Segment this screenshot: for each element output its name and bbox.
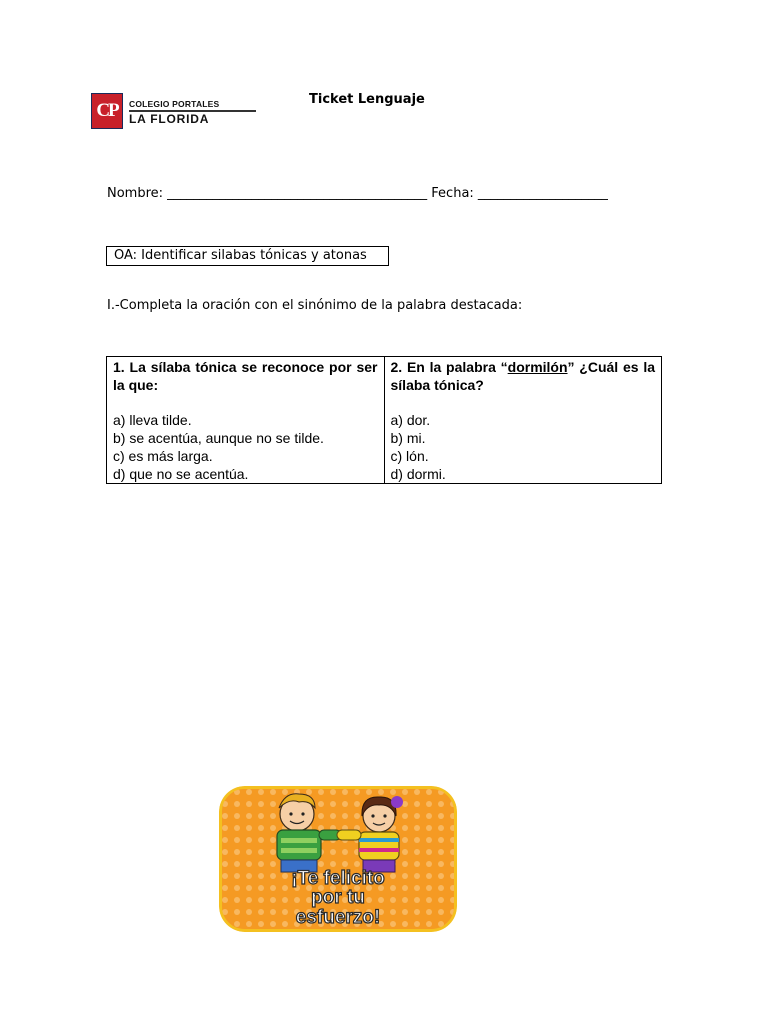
question-2-option-d: d) dormi. <box>390 466 446 482</box>
question-2-text <box>391 358 656 394</box>
question-2-option-c: c) lón. <box>390 448 429 464</box>
question-1-option-a: a) lleva tilde. <box>113 412 192 428</box>
question-2-option-b: b) mi. <box>390 430 426 446</box>
question-2-text-after: ” ¿Cuál es la sílaba tónica? <box>390 359 655 393</box>
question-1-option-b: b) se acentúa, aunque no se tilde. <box>113 430 324 446</box>
questions-table <box>106 356 662 484</box>
question-2-options <box>391 411 656 483</box>
question-2-option-a: a) dor. <box>390 412 431 428</box>
question-2-keyword: dormilón <box>507 359 568 375</box>
sticker-line-3: esfuerzo! <box>295 907 381 928</box>
school-logo-bottom-text: LA FLORIDA <box>129 112 210 126</box>
question-2-text-before: 2. En la palabra “ <box>390 359 508 375</box>
question-1-text: 1. La sílaba tónica se reconoce por ser la que: <box>113 359 378 393</box>
school-logo-top-text: COLEGIO PORTALES <box>129 99 220 109</box>
instruction-text: I.-Completa la oración con el sinónimo de la palabra destacada: <box>107 298 523 313</box>
objective-box: OA: Identificar silabas tónicas y atonas <box>106 246 389 266</box>
school-logo-mark: CP <box>91 93 123 129</box>
question-1-option-d: d) que no se acentúa. <box>113 466 249 482</box>
question-cell-2 <box>384 357 662 484</box>
sticker-line-1: ¡Te felicito <box>291 868 385 889</box>
page-title: Ticket Lenguaje <box>309 92 425 107</box>
sticker-line-2: por tu <box>311 887 365 908</box>
question-cell-1 <box>107 357 385 484</box>
school-logo <box>91 93 257 131</box>
congratulations-sticker <box>219 786 457 932</box>
congratulations-sticker-art <box>219 786 457 932</box>
question-1-option-c: c) es más larga. <box>113 448 213 464</box>
question-1-options <box>113 411 378 483</box>
name-date-fields: Nombre: ________________________________________ Fecha: ____________________ <box>107 186 608 201</box>
